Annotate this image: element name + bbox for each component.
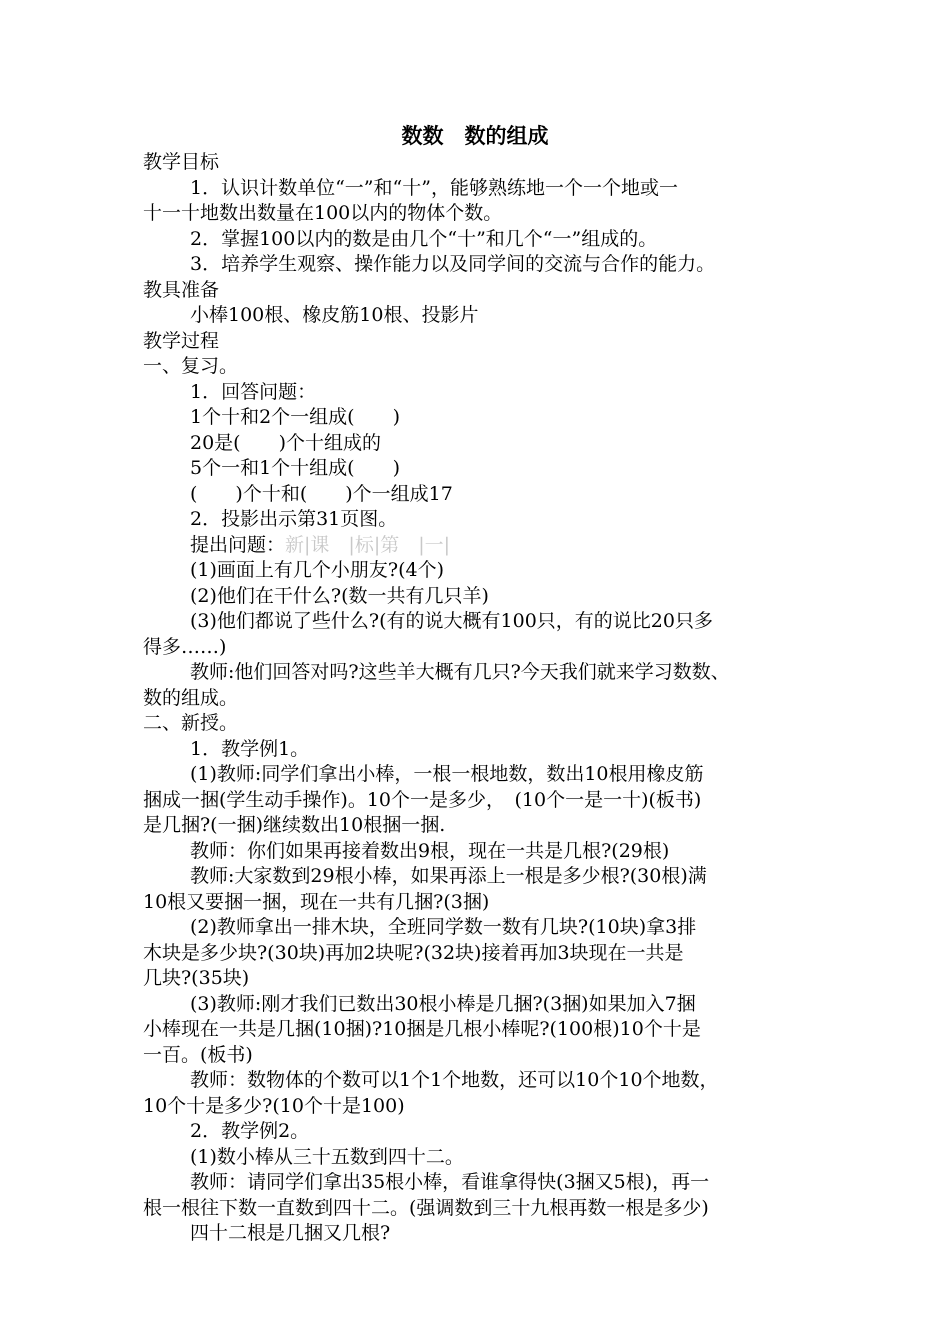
text-line — [143, 1145, 823, 1171]
text-line — [143, 507, 823, 533]
line-text: 小棒100根、橡皮筋10根、投影片 — [190, 304, 479, 326]
line-text: 10个十是多少?(10个十是100) — [143, 1094, 405, 1117]
line-text: 教师：数物体的个数可以1个1个地数，还可以10个10个地数， — [190, 1069, 719, 1091]
text-line — [143, 1094, 823, 1120]
line-text: 教师:他们回答对吗?这些羊大概有几只?今天我们就来学习数数、 — [190, 661, 730, 683]
line-text: 1个十和2个一组成( ) — [190, 406, 401, 428]
line-text: 1．认识计数单位“一”和“十”，能够熟练地一个一个地或一 — [190, 176, 678, 199]
text-line — [143, 813, 823, 839]
line-text: (1)数小棒从三十五数到四十二。 — [190, 1145, 464, 1168]
line-text: 10根又要捆一捆，现在一共有几捆?(3捆) — [143, 890, 490, 913]
line-text: 十一十地数出数量在100以内的物体个数。 — [143, 202, 503, 224]
text-line — [143, 482, 823, 508]
document-title: 数数 数的组成 — [401, 123, 549, 148]
text-line — [143, 252, 823, 278]
text-line — [143, 303, 823, 329]
text-line — [143, 890, 823, 916]
line-text: 2．教学例2。 — [190, 1120, 310, 1142]
line-text: 教具准备 — [143, 278, 220, 301]
line-text: 数的组成。 — [143, 686, 239, 709]
line-text: 提出问题： — [190, 533, 286, 556]
text-line — [143, 456, 823, 482]
line-text: 捆成一捆(学生动手操作)。10个一是多少， (10个一是一十)(板书) — [143, 788, 702, 811]
text-line — [143, 737, 823, 763]
line-text: 小棒现在一共是几捆(10捆)?10捆是几根小棒呢?(100根)10个十是 — [143, 1018, 701, 1040]
text-line — [143, 686, 823, 712]
line-text: (2)教师拿出一排木块，全班同学数一数有几块?(10块)拿3排 — [190, 916, 697, 938]
line-text: 5个一和1个十组成( ) — [190, 457, 401, 479]
line-text: (3)教师:刚才我们已数出30根小棒是几捆?(3捆)如果加入7捆 — [190, 992, 696, 1015]
text-line — [143, 609, 823, 635]
text-line — [143, 966, 823, 992]
text-line — [143, 176, 823, 202]
line-text: 教学目标 — [143, 151, 220, 173]
text-line — [143, 558, 823, 584]
line-text: 一、复习。 — [143, 355, 239, 377]
line-text: 教师:大家数到29根小棒，如果再添上一根是多少根?(30根)满 — [190, 865, 707, 887]
line-text: ( )个十和( )个一组成17 — [190, 482, 453, 505]
document-body — [143, 150, 823, 1247]
text-line — [143, 660, 823, 686]
line-text: (2)他们在干什么?(数一共有几只羊) — [190, 584, 489, 607]
line-text: 木块是多少块?(30块)再加2块呢?(32块)接着再加3块现在一共是 — [143, 941, 684, 964]
line-text: 2．掌握100以内的数是由几个“十”和几个“一”组成的。 — [190, 227, 658, 250]
line-text: 是几捆?(一捆)继续数出10根捆一捆. — [143, 814, 446, 836]
text-line — [143, 227, 823, 253]
text-line — [143, 711, 823, 737]
line-text: 四十二根是几捆又几根? — [190, 1222, 391, 1244]
text-line — [143, 915, 823, 941]
line-text: 教师：请同学们拿出35根小棒，看谁拿得快(3捆又5根)，再一 — [190, 1171, 710, 1193]
text-line — [143, 405, 823, 431]
text-line — [143, 150, 823, 176]
text-line — [143, 788, 823, 814]
line-text: 一百。(板书) — [143, 1043, 253, 1066]
line-text: 1．回答问题： — [190, 380, 317, 403]
line-text: 教师：你们如果再接着数出9根，现在一共是几根?(29根) — [190, 839, 670, 862]
line-text: (1)教师:同学们拿出小棒，一根一根地数，数出10根用橡皮筋 — [190, 763, 704, 785]
line-text: (3)他们都说了些什么?(有的说大概有100只，有的说比20只多 — [190, 610, 713, 632]
line-text: (1)画面上有几个小朋友?(4个) — [190, 559, 445, 581]
text-line — [143, 431, 823, 457]
text-line — [143, 839, 823, 865]
text-line — [143, 533, 823, 559]
text-line — [143, 354, 823, 380]
line-text: 20是( )个十组成的 — [190, 431, 382, 454]
line-text: 根一根往下数一直数到四十二。(强调数到三十九根再数一根是多少) — [143, 1196, 709, 1219]
text-line — [143, 329, 823, 355]
watermark-text: 新|课 |标|第 |一| — [285, 533, 451, 556]
line-text: 3．培养学生观察、操作能力以及同学间的交流与合作的能力。 — [190, 253, 716, 275]
text-line — [143, 941, 823, 967]
text-line — [143, 1119, 823, 1145]
text-line — [143, 1043, 823, 1069]
line-text: 2．投影出示第31页图。 — [190, 508, 398, 530]
text-line — [143, 1068, 823, 1094]
text-line — [143, 1196, 823, 1222]
line-text: 几块?(35块) — [143, 967, 250, 989]
text-line — [143, 278, 823, 304]
line-text: 教学过程 — [143, 329, 220, 352]
line-text: 1．教学例1。 — [190, 737, 310, 760]
text-line — [143, 1170, 823, 1196]
text-line — [143, 584, 823, 610]
text-line — [143, 635, 823, 661]
text-line — [143, 380, 823, 406]
text-line — [143, 762, 823, 788]
text-line — [143, 864, 823, 890]
text-line — [143, 992, 823, 1018]
text-line — [143, 1017, 823, 1043]
line-text: 得多……) — [143, 635, 227, 658]
line-text: 二、新授。 — [143, 712, 239, 734]
text-line — [143, 201, 823, 227]
text-line — [143, 1221, 823, 1247]
